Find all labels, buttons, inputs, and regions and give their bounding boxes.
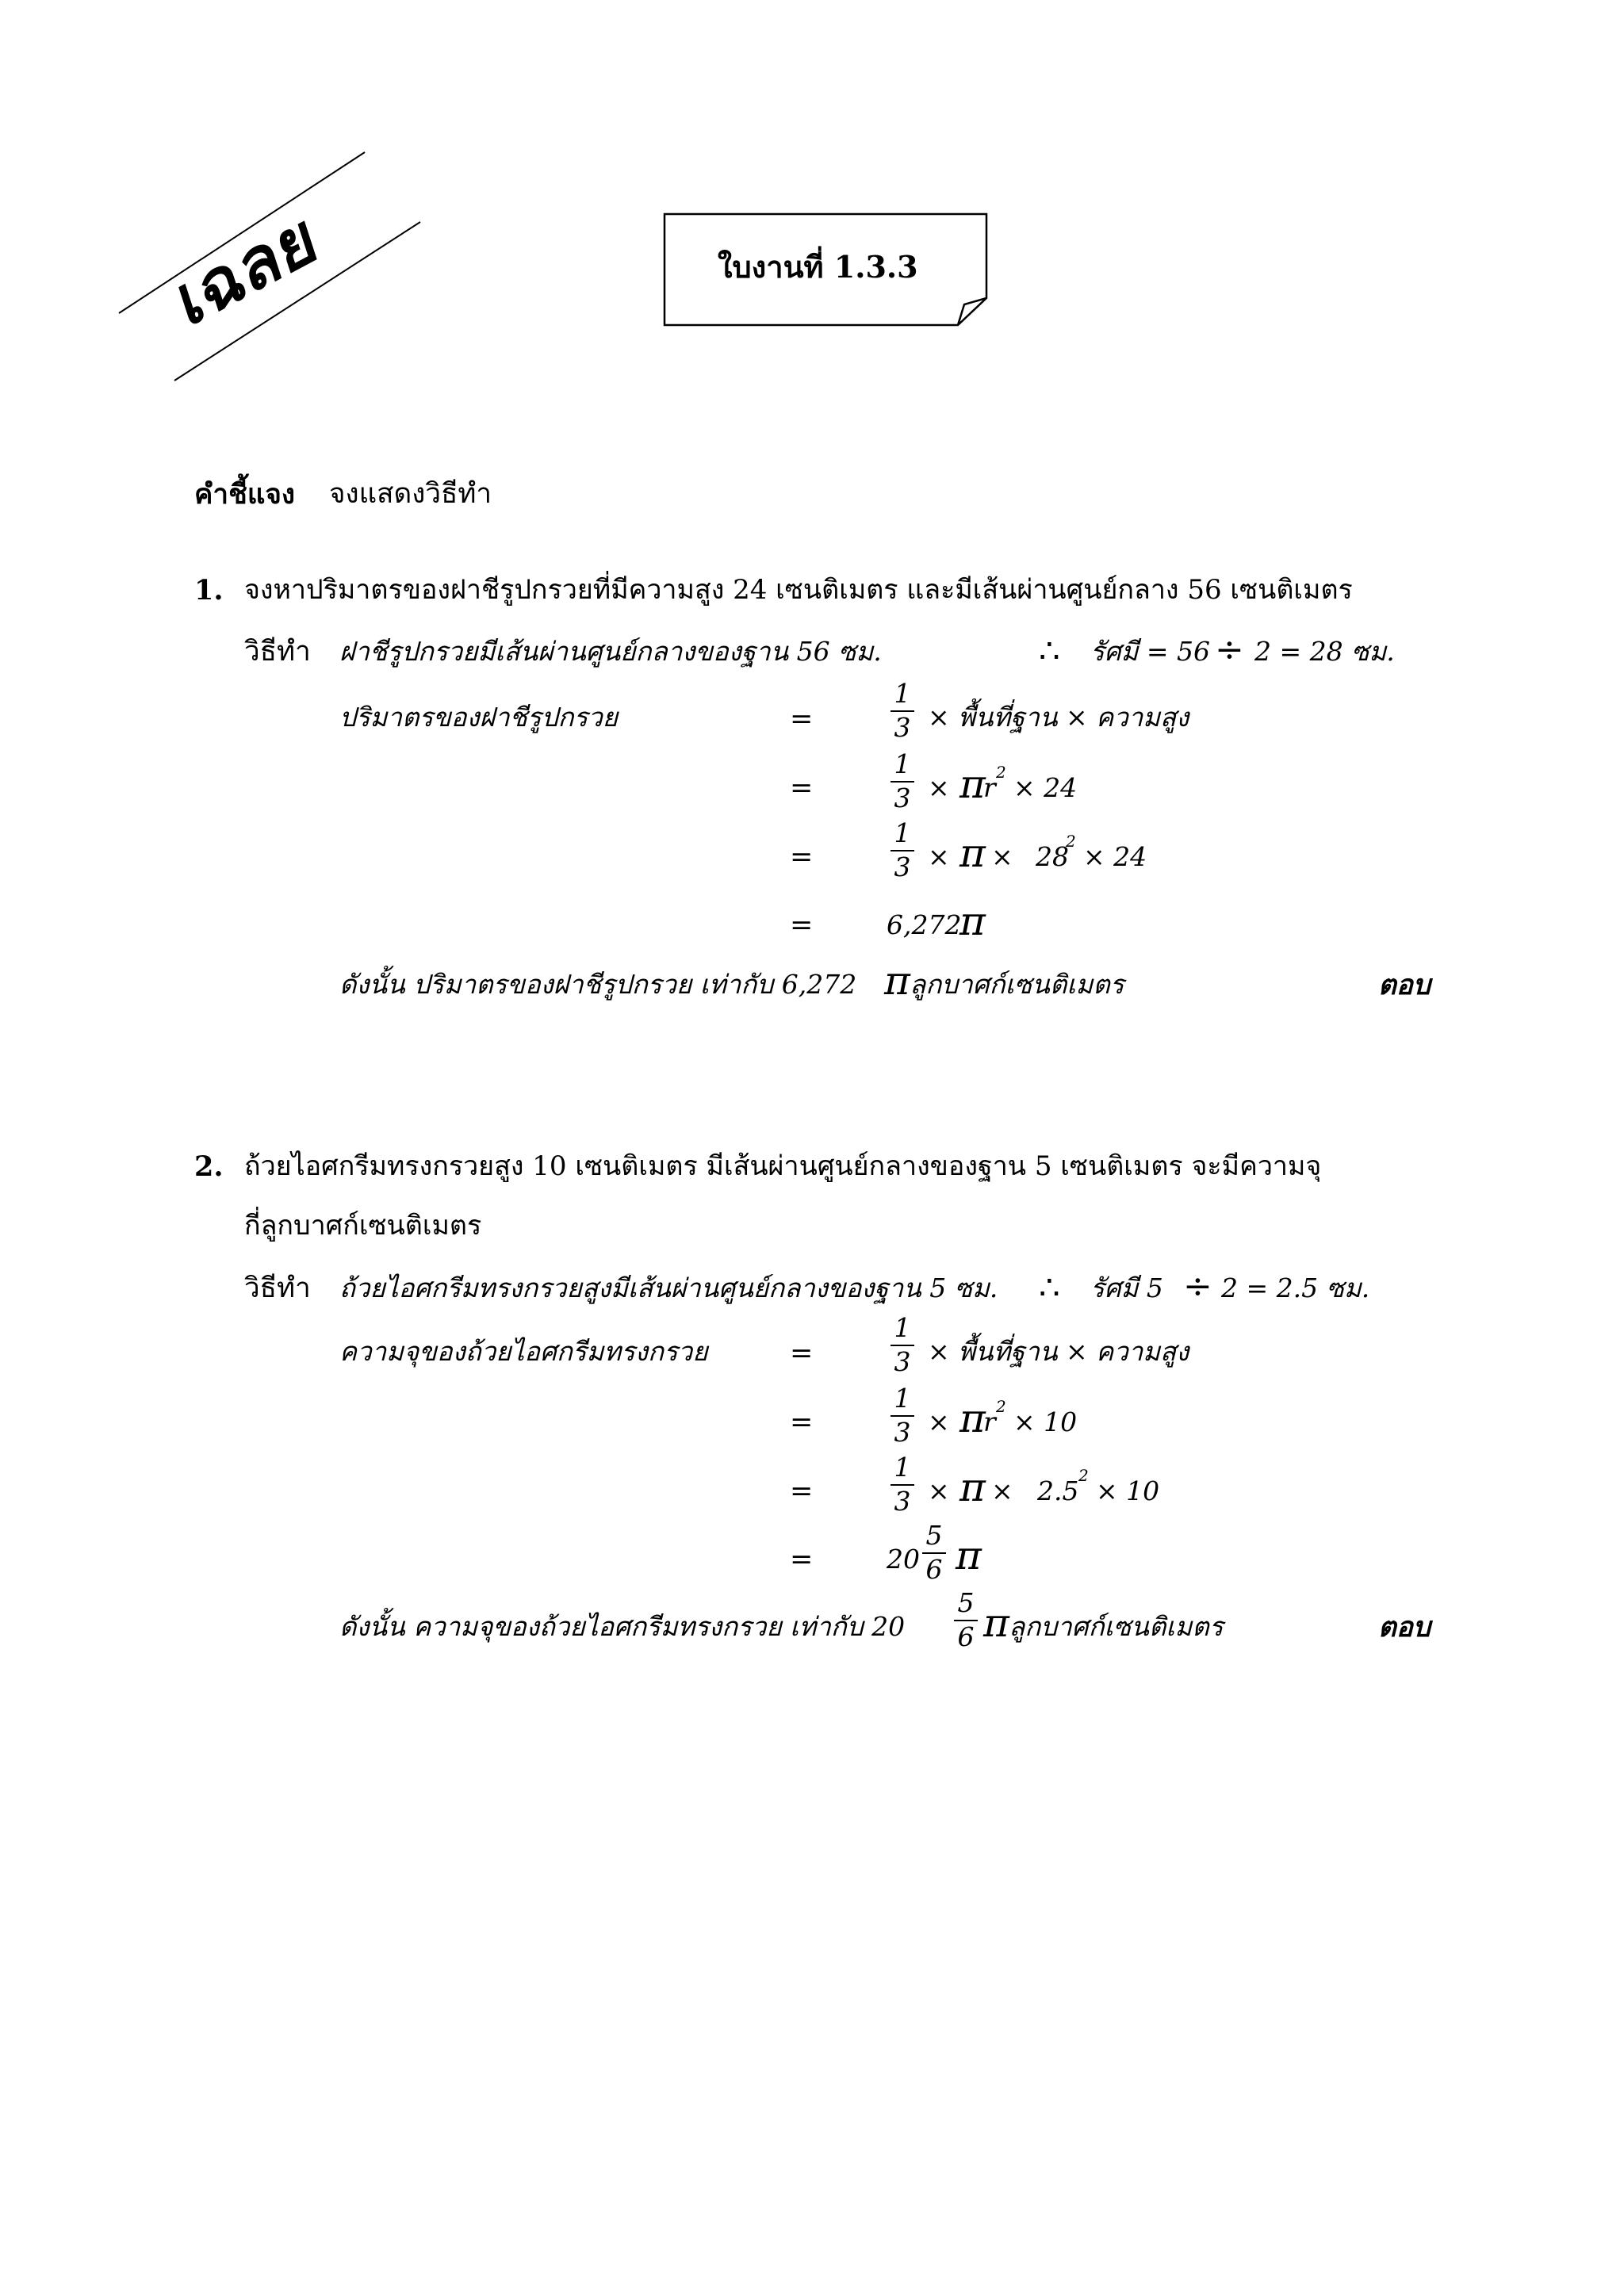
problem-1-step-2-post: × 24 bbox=[1013, 772, 1078, 803]
equals-sign: = bbox=[790, 1337, 814, 1369]
equals-sign: = bbox=[790, 703, 814, 735]
frac-num: 5 bbox=[957, 1587, 975, 1618]
times-symbol: × bbox=[991, 841, 1013, 872]
frac-den: 3 bbox=[894, 711, 911, 743]
worksheet-title: ใบงานที่ 1.3.3 bbox=[718, 249, 918, 285]
result-whole: 20 bbox=[887, 1544, 920, 1575]
stamp-label: เฉลย bbox=[167, 195, 327, 344]
frac-num: 1 bbox=[894, 1312, 911, 1343]
problem-1-number: 1. bbox=[194, 574, 224, 607]
answer-label: ตอบ bbox=[1378, 1611, 1431, 1644]
frac-num: 1 bbox=[894, 748, 911, 779]
frac-den: 3 bbox=[894, 851, 911, 882]
problem-1-radius-text: รัศมี = 56 bbox=[1090, 636, 1211, 667]
frac-num: 1 bbox=[894, 1383, 911, 1414]
base-value: 28 bbox=[1036, 841, 1069, 872]
frac-num: 1 bbox=[894, 1452, 911, 1483]
base-value: 2.5 bbox=[1037, 1475, 1079, 1506]
problem-1-method-text: ฝาชีรูปกรวยมีเส้นผ่านศูนย์กลางของฐาน 56 ซม. bbox=[339, 636, 882, 667]
problem-2-step-2-post: × 10 bbox=[1013, 1406, 1078, 1437]
therefore-symbol: ∴ bbox=[1039, 631, 1060, 670]
problem-2-radius-text: รัศมี 5 bbox=[1090, 1272, 1163, 1303]
problem-1-method-label: วิธีทำ bbox=[244, 636, 311, 668]
equals-sign: = bbox=[790, 772, 814, 804]
instructions-text: จงแสดงวิธีทำ bbox=[329, 478, 492, 510]
problem-2-question: ถ้วยไอศกรีมทรงกรวยสูง 10 เซนติเมตร มีเส้นผ่านศูนย์กลางของฐาน 5 เซนติเมตร จะมีความจุ bbox=[244, 1150, 1322, 1182]
pi-symbol: π bbox=[956, 1533, 982, 1578]
pi-symbol: π bbox=[884, 958, 910, 1004]
problem-2-question-cont: กี่ลูกบาศก์เซนติเมตร bbox=[244, 1210, 482, 1242]
pi-symbol: π bbox=[959, 830, 986, 876]
problem-1-conclusion: ดังนั้น ปริมาตรของฝาชีรูปกรวย เท่ากับ 6,272 bbox=[339, 969, 857, 1000]
frac-den: 6 bbox=[925, 1553, 943, 1585]
problem-1-step-1: × พื้นที่ฐาน × ความสูง bbox=[928, 702, 1189, 733]
equals-sign: = bbox=[790, 1406, 814, 1438]
fraction-one-third bbox=[891, 1385, 914, 1446]
problem-2-lhs: ความจุของถ้วยไอศกรีมทรงกรวย bbox=[339, 1336, 708, 1367]
problem-1-step-3-post: × 24 bbox=[1083, 841, 1147, 872]
problem-1-conclusion-unit: ลูกบาศก์เซนติเมตร bbox=[910, 969, 1124, 1000]
times-symbol: × bbox=[928, 1475, 950, 1506]
equals-sign: = bbox=[790, 841, 814, 873]
fraction-one-third bbox=[891, 748, 914, 813]
times-symbol: × bbox=[928, 1406, 950, 1437]
frac-num: 5 bbox=[925, 1520, 943, 1551]
problem-1-radius-result: 2 = 28 ซม. bbox=[1254, 636, 1395, 667]
result-fraction bbox=[954, 1587, 978, 1652]
frac-den: 6 bbox=[957, 1621, 975, 1652]
pi-symbol: π bbox=[983, 1600, 1009, 1646]
frac-num: 1 bbox=[894, 817, 911, 848]
radius-var: r bbox=[983, 1406, 996, 1437]
frac-num: 1 bbox=[894, 678, 911, 709]
problem-2-method-text: ถ้วยไอศกรีมทรงกรวยสูงมีเส้นผ่านศูนย์กลางของฐาน 5 ซม. bbox=[339, 1272, 998, 1303]
result-fraction bbox=[922, 1522, 946, 1583]
result-value: 6,272 bbox=[887, 909, 962, 940]
problem-2-step-1: × พื้นที่ฐาน × ความสูง bbox=[928, 1336, 1189, 1367]
pi-symbol: π bbox=[959, 761, 986, 807]
pi-symbol: π bbox=[959, 1464, 986, 1510]
square-exponent: 2 bbox=[1078, 1466, 1089, 1485]
frac-den: 3 bbox=[894, 1416, 911, 1448]
fraction-one-third bbox=[891, 680, 914, 741]
problem-2-radius-result: 2 = 2.5 ซม. bbox=[1221, 1272, 1370, 1303]
therefore-symbol: ∴ bbox=[1039, 1268, 1060, 1307]
problem-2-step-3-post: × 10 bbox=[1096, 1475, 1160, 1506]
fraction-one-third bbox=[891, 817, 914, 882]
problem-1-lhs: ปริมาตรของฝาชีรูปกรวย bbox=[339, 702, 619, 733]
problem-2-number: 2. bbox=[194, 1150, 224, 1183]
fraction-one-third bbox=[891, 1314, 914, 1376]
square-exponent: 2 bbox=[1066, 832, 1076, 851]
square-exponent: 2 bbox=[996, 1397, 1006, 1416]
radius-var: r bbox=[983, 772, 996, 803]
answer-label: ตอบ bbox=[1378, 969, 1431, 1001]
instructions-label: คำชี้แจง bbox=[194, 478, 295, 511]
frac-den: 3 bbox=[894, 1345, 911, 1377]
divide-symbol: ÷ bbox=[1215, 629, 1244, 670]
times-symbol: × bbox=[991, 1475, 1013, 1506]
problem-2-method-label: วิธีทำ bbox=[244, 1272, 311, 1304]
pi-symbol: π bbox=[959, 898, 986, 944]
pi-symbol: π bbox=[959, 1395, 986, 1441]
fraction-one-third bbox=[891, 1454, 914, 1515]
divide-symbol: ÷ bbox=[1183, 1266, 1212, 1307]
problem-2-conclusion-unit: ลูกบาศก์เซนติเมตร bbox=[1009, 1611, 1224, 1642]
equals-sign: = bbox=[790, 1475, 814, 1507]
square-exponent: 2 bbox=[996, 763, 1006, 782]
frac-den: 3 bbox=[894, 782, 911, 813]
problem-2-conclusion: ดังนั้น ความจุของถ้วยไอศกรีมทรงกรวย เท่ากับ 20 bbox=[339, 1611, 906, 1642]
problem-1-question: จงหาปริมาตรของฝาชีรูปกรวยที่มีความสูง 24 เซนติเมตร และมีเส้นผ่านศูนย์กลาง 56 เซนติเมตร bbox=[244, 574, 1353, 606]
frac-den: 3 bbox=[894, 1485, 911, 1517]
times-symbol: × bbox=[928, 841, 950, 872]
equals-sign: = bbox=[790, 909, 814, 941]
equals-sign: = bbox=[790, 1544, 814, 1575]
times-symbol: × bbox=[928, 772, 950, 803]
